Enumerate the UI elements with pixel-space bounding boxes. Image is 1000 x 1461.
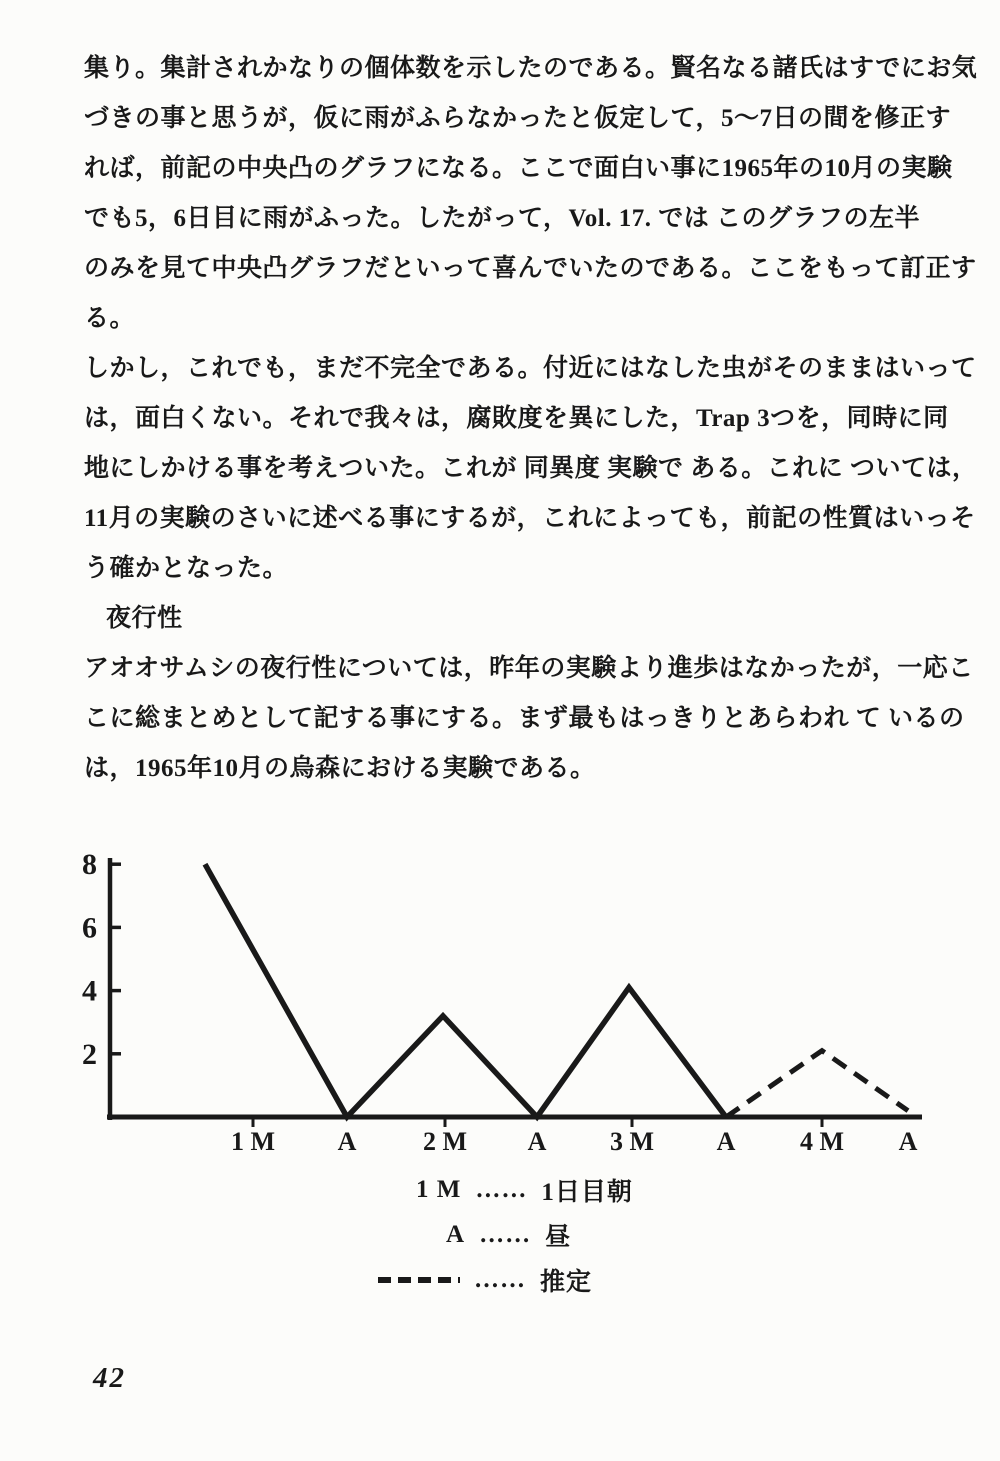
y-tick-label: 2 — [82, 1037, 97, 1071]
series-line-solid — [205, 864, 726, 1117]
y-tick-label: 6 — [82, 911, 97, 945]
text-line: しかし，これでも，まだ不完全である。付近にはなした虫がそのままはいって — [84, 355, 977, 382]
dashed-line-symbol — [378, 1277, 460, 1283]
x-category-label: 3 M — [609, 1127, 655, 1156]
legend-separator: …… — [475, 1176, 528, 1203]
text-line: でも5，6日目に雨がふった。したがって，Vol. 17. では このグラフの左半 — [84, 205, 920, 232]
legend-separator: …… — [474, 1266, 526, 1293]
text-line: こに総まとめとして記する事にする。まず最もはっきりとあらわれ て いるの — [84, 705, 965, 732]
body-text — [84, 44, 978, 794]
legend-label: 推定 — [540, 1269, 593, 1296]
x-category-label: 4 M — [799, 1127, 845, 1156]
x-category-label: A — [898, 1127, 918, 1156]
x-category-label: 2 M — [422, 1127, 468, 1156]
text-line: 集り。集計されかなりの個体数を示したのである。賢名なる諸氏はすでにお気 — [84, 55, 978, 82]
y-tick-label: 4 — [82, 974, 97, 1008]
section-heading: 夜行性 — [106, 605, 183, 632]
legend-label: 1日目朝 — [541, 1179, 633, 1206]
x-category-label: A — [716, 1127, 736, 1156]
legend-row — [378, 1262, 592, 1298]
text-line: づきの事と思うが，仮に雨がふらなかったと仮定して，5～7日の間を修正す — [84, 105, 952, 132]
series-line-dashed — [726, 1051, 908, 1117]
legend-row — [446, 1217, 571, 1253]
y-tick-label: 8 — [82, 848, 97, 882]
text-line: は，面白くない。それで我々は，腐敗度を異にした，Trap 3つを，同時に同 — [84, 405, 949, 432]
legend-label: 昼 — [545, 1224, 572, 1251]
legend-row — [416, 1172, 633, 1208]
x-category-label: A — [337, 1127, 357, 1156]
text-line: 11月の実験のさいに述べる事にするが，これによっても，前記の性質はいっそ — [84, 505, 976, 532]
text-line: れば，前記の中央凸のグラフになる。ここで面白い事に1965年の10月の実験 — [84, 155, 953, 182]
text-line: のみを見て中央凸グラフだといって喜んでいたのである。ここをもって訂正す — [84, 255, 977, 282]
text-line: う確かとなった。 — [84, 555, 289, 582]
text-line: る。 — [84, 305, 136, 332]
legend-symbol: 1 M — [416, 1176, 462, 1203]
text-line: 地にしかける事を考えついた。これが 同異度 実験で ある。これに ついては， — [84, 455, 978, 482]
x-category-label: A — [527, 1127, 547, 1156]
text-line: アオオサムシの夜行性については，昨年の実験より進歩はなかったが，一応こ — [84, 655, 974, 682]
chart — [0, 840, 1000, 1175]
legend-separator: …… — [479, 1221, 532, 1248]
text-line: は，1965年10月の烏森における実験である。 — [84, 755, 596, 782]
x-category-label: 1 M — [230, 1127, 276, 1156]
legend-symbol: A — [446, 1221, 466, 1248]
page-number: 42 — [93, 1362, 126, 1394]
